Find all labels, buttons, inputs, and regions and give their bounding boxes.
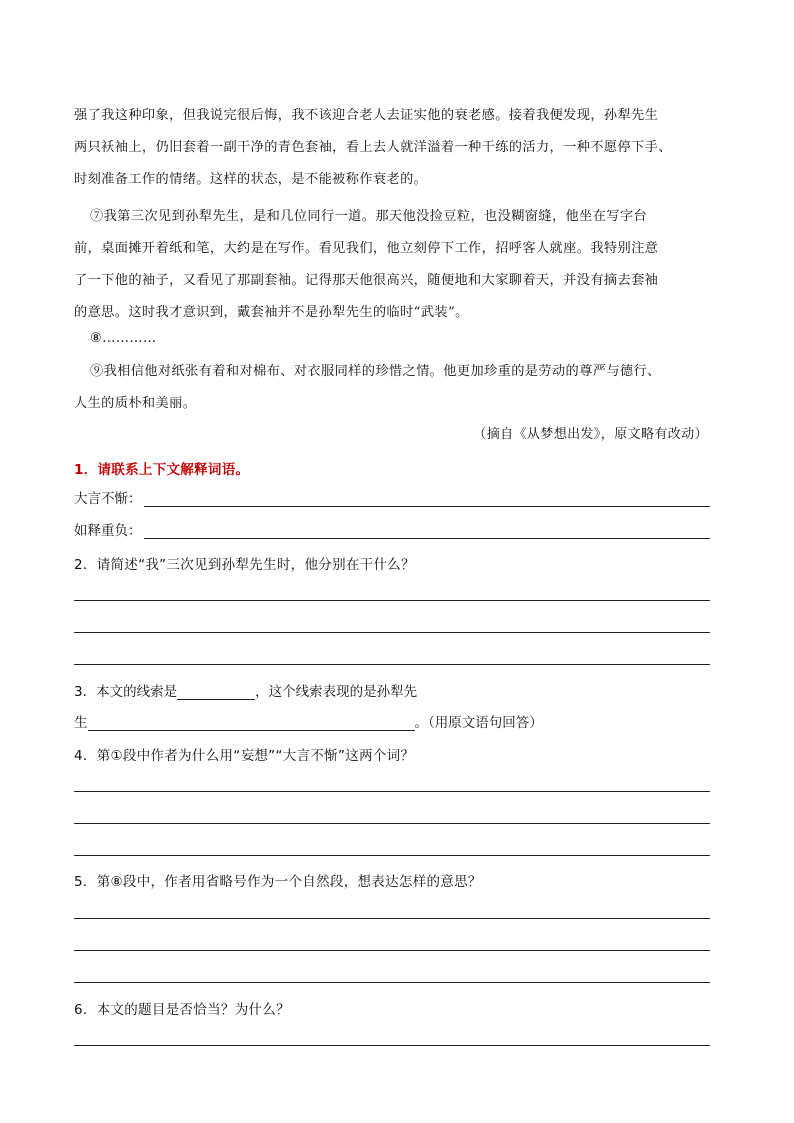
answer-line[interactable]: [144, 490, 711, 507]
question-3-text: 生: [74, 715, 88, 731]
question-3-line-1: [74, 680, 417, 700]
answer-line[interactable]: [74, 855, 710, 856]
answer-line[interactable]: [74, 950, 710, 951]
answer-line[interactable]: [74, 600, 710, 601]
question-6: 6．本文的题目是否恰当？为什么？: [74, 1002, 290, 1018]
question-3-text: ，这个线索表现的是孙犁先: [255, 684, 418, 700]
passage-line: 了一下他的袖子，又看见了那副套袖。记得那天他很高兴，随便地和大家聊着天，并没有摘去套袖: [74, 273, 659, 288]
question-1: 1．请联系上下文解释词语。: [74, 462, 250, 478]
passage-paragraph-7: [74, 201, 714, 329]
answer-line[interactable]: [74, 982, 710, 983]
question-3-text: 3．本文的线索是: [74, 684, 178, 700]
term-label: 大言不惭：: [74, 491, 142, 507]
passage-line: ⑨我相信他对纸张有着和对棉布、对衣服同样的珍惜之情。他更加珍重的是劳动的尊严与德行、: [90, 364, 661, 379]
answer-line[interactable]: [144, 522, 711, 539]
answer-line[interactable]: [74, 664, 710, 665]
answer-line[interactable]: [74, 1045, 710, 1046]
question-3-line-2: [74, 711, 543, 731]
passage-line: ⑧…………: [90, 331, 157, 346]
fill-blank-clue[interactable]: [177, 684, 255, 700]
question-5: 5．第⑧段中，作者用省略号作为一个自然段，想表达怎样的意思？: [74, 874, 482, 890]
passage-line: 时刻准备工作的情绪。这样的状态，是不能被称作衰老的。: [74, 172, 428, 187]
passage-line: 人生的质朴和美丽。: [74, 396, 197, 411]
passage-paragraph-9: [74, 356, 714, 420]
passage-line: 两只袄袖上，仍旧套着一副干净的青色套袖，看上去人就洋溢着一种干练的活力，一种不愿停下手、: [74, 140, 672, 155]
term-row-2: [74, 519, 710, 539]
passage-line: ⑦我第三次见到孙犁先生，是和几位同行一道。那天他没捡豆粒，也没糊窗缝，他坐在写字台: [90, 209, 648, 224]
source-citation: （摘自《从梦想出发》，原文略有改动）: [473, 427, 708, 442]
answer-line[interactable]: [74, 632, 710, 633]
answer-line[interactable]: [74, 918, 710, 919]
passage-paragraph-8: [74, 323, 714, 355]
passage-line: 强了我这种印象，但我说完很后悔，我不该迎合老人去证实他的衰老感。接着我便发现，孙犁先生: [74, 108, 659, 123]
passage-paragraph-continued: [74, 100, 714, 196]
term-label: 如释重负：: [74, 523, 142, 539]
question-4: 4．第①段中作者为什么用“妄想”“大言不惭”这两个词？: [74, 748, 415, 764]
passage-line: 的意思。这时我才意识到，戴套袖并不是孙犁先生的临时“武装”。: [74, 305, 469, 320]
answer-line[interactable]: [74, 823, 710, 824]
passage-line: 前，桌面摊开着纸和笔，大约是在写作。看见我们，他立刻停下工作，招呼客人就座。我特别注意: [74, 241, 659, 256]
question-3-text: 。（用原文语句回答）: [414, 715, 543, 731]
fill-blank-quote[interactable]: [88, 715, 415, 731]
term-row-1: [74, 487, 710, 507]
answer-line[interactable]: [74, 791, 710, 792]
question-2: 2．请简述“我”三次见到孙犁先生时，他分别在干什么？: [74, 557, 415, 573]
